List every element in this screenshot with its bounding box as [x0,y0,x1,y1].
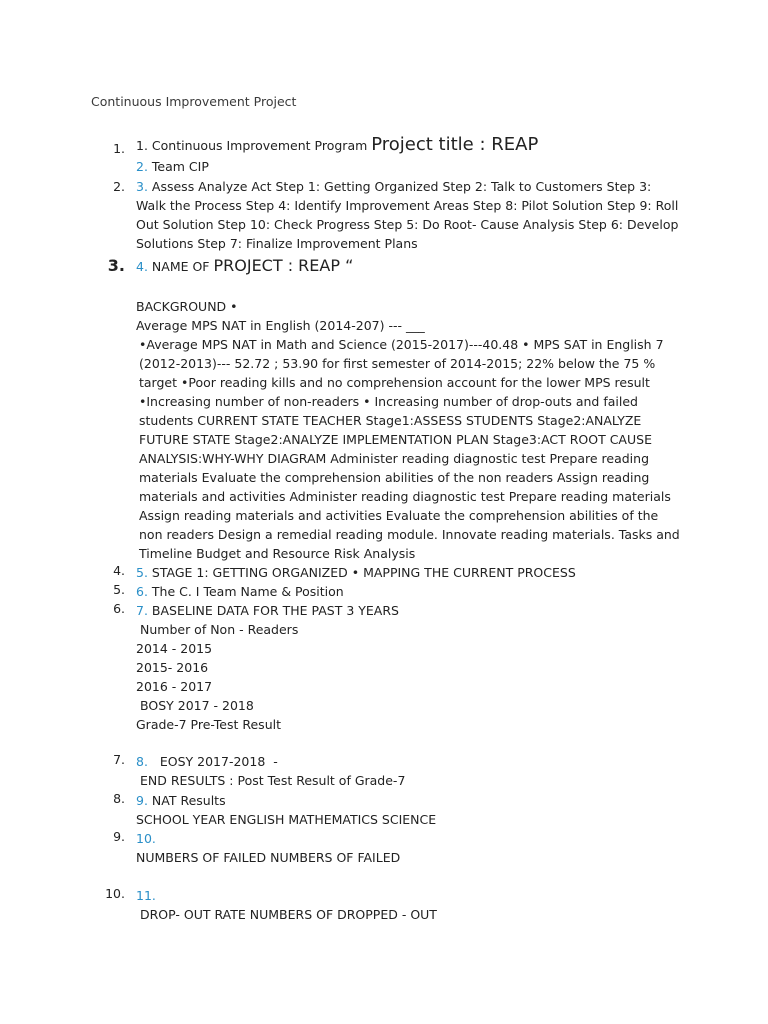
average-mps-line: Average MPS NAT in English (2014-207) --- ___ [136,318,425,333]
item-line: 2015- 2016 [136,660,209,675]
project-title: Project title : REAP [371,134,539,155]
item-text: The C. I Team Name & Position [147,584,344,599]
sub-number: 8. [136,754,148,769]
list-marker: 4. [113,563,125,578]
list-marker: 10. [105,886,125,901]
list-marker: 8. [113,791,125,806]
list-marker: 9. [113,829,125,844]
sub-number: 4. [136,259,148,274]
list-marker: 3. [107,256,125,275]
item-text: STAGE 1: GETTING ORGANIZED • MAPPING THE CURRENT PROCESS [147,565,576,580]
sub-number: 10. [136,831,156,846]
item-line: END RESULTS : Post Test Result of Grade-7 [140,773,406,788]
item-text: NAT Results [147,793,226,808]
list-marker: 1. [113,141,125,156]
item-line: Grade-7 Pre-Test Result [136,717,281,732]
list-marker: 2. [113,179,125,194]
project-name: PROJECT : REAP “ [213,256,354,275]
sub-number: 9. [136,793,148,808]
sub-number: 11. [136,888,156,903]
item-line: Number of Non - Readers [140,622,299,637]
list-marker: 7. [113,752,125,767]
background-paragraph: •Average MPS NAT in Math and Science (2015-2017)---40.48 • MPS SAT in English 7 (2012-2013)--- 52.72 ; 53.90 for first semester of 2014-2015; 22% below the 75 % target •Poor reading kills and no comprehension account for the lower MPS result •Increasing number of non-readers • Increasing number of drop-outs and failed students CURRENT STATE TEACHER Stage1:ASSESS STUDENTS Stage2:ANALYZE FUTURE STATE Stage2:ANALYZE IMPLEMENTATION PLAN Stage3:ACT ROOT CAUSE ANALYSIS:WHY-WHY DIAGRAM Administer reading diagnostic test Prepare reading materials Evaluate the comprehension abilities of the non readers Assign reading materials and activities Administer reading diagnostic test Prepare reading materials Assign reading materials and activities Evaluate the comprehension abilities of the non readers Design a remedial reading module. Innovate reading materials. Tasks and Timeline Budget and Resource Risk Analysis [139,337,680,561]
item-line: SCHOOL YEAR ENGLISH MATHEMATICS SCIENCE [136,812,437,827]
sub-number: 3. [136,179,148,194]
sub-number: 2. [136,159,148,174]
item-text: NAME OF [147,259,214,274]
item-line: NUMBERS OF FAILED NUMBERS OF FAILED [136,850,401,865]
item-line: DROP- OUT RATE NUMBERS OF DROPPED - OUT [140,907,437,922]
item-text: EOSY 2017-2018 - [147,754,278,769]
item-text: Team CIP [147,159,209,174]
list-marker: 5. [113,582,125,597]
sub-number: 7. [136,603,148,618]
background-label: BACKGROUND • [136,299,238,314]
item-line: BOSY 2017 - 2018 [140,698,254,713]
document-title: Continuous Improvement Project [91,94,297,109]
sub-number: 5. [136,565,148,580]
item-line: 2014 - 2015 [136,641,213,656]
list-marker: 6. [113,601,125,616]
item-text: BASELINE DATA FOR THE PAST 3 YEARS [147,603,399,618]
item-line: 2016 - 2017 [136,679,213,694]
item-text: Assess Analyze Act Step 1: Getting Organized Step 2: Talk to Customers Step 3: Walk the Process Step 4: Identify Improvement Areas Step 8: Pilot Solution Step 9: Roll Out Solution Step 10: Check Progress Step 5: Do Root- Cause Analysis Step 6: Develop Solutions Step 7: Finalize Improvement Plans [136,179,679,251]
sub-number: 6. [136,584,148,599]
item-text: 1. Continuous Improvement Program [136,138,372,153]
